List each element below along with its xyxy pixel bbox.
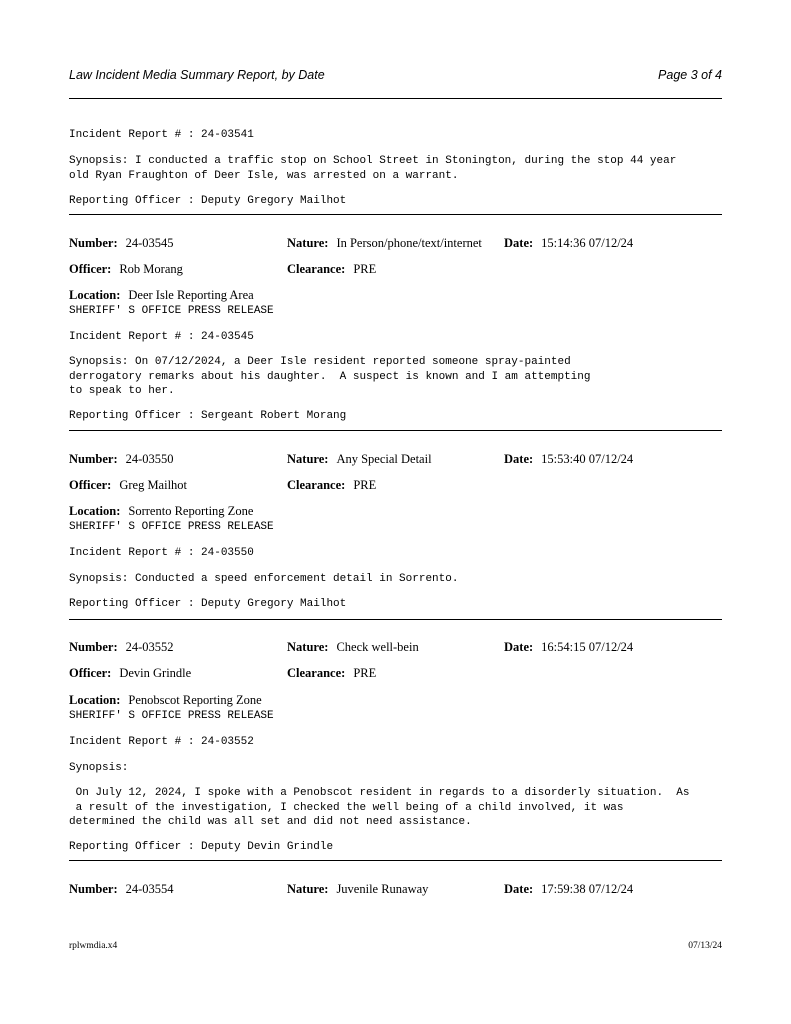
synopsis-text: Synopsis: I conducted a traffic stop on School Street in Stonington, during the stop 44 year old Ryan Fraughton of Deer Isle, was arrested on a warrant. [69, 155, 677, 182]
incident-report-line: Incident Report # : 24-03552 [69, 736, 254, 748]
record-date-field: Date: 15:14:36 07/12/24 [504, 236, 634, 250]
press-release-line: SHERIFF' S OFFICE PRESS RELEASE [69, 305, 274, 317]
synopsis-label: Synopsis: [69, 762, 129, 774]
record-date-field: Date: 16:54:15 07/12/24 [504, 640, 634, 654]
record-divider [69, 430, 722, 431]
record-number-field: Number: 24-03550 [69, 452, 174, 466]
record-officer-field: Officer: Rob Morang [69, 262, 183, 276]
reporting-officer-line: Reporting Officer : Deputy Devin Grindle [69, 841, 334, 853]
press-release-line: SHERIFF' S OFFICE PRESS RELEASE [69, 710, 274, 722]
record-nature-field: Nature: Any Special Detail [287, 452, 432, 466]
synopsis-text: Synopsis: On 07/12/2024, a Deer Isle resident reported someone spray-painted derrogatory remarks about his daughter. A suspect is known and I am attempting to speak to her. [69, 356, 591, 397]
record-clearance-field: Clearance: PRE [287, 478, 377, 492]
record-divider [69, 214, 722, 215]
record-nature-field: Nature: In Person/phone/text/internet [287, 236, 482, 250]
record-officer-field: Officer: Greg Mailhot [69, 478, 188, 492]
record-nature-field: Nature: Check well-bein [287, 640, 419, 654]
record-location-field: Location: Deer Isle Reporting Area [69, 288, 254, 302]
record-clearance-field: Clearance: PRE [287, 666, 377, 680]
record-officer-field: Officer: Devin Grindle [69, 666, 192, 680]
record-clearance-field: Clearance: PRE [287, 262, 377, 276]
page-indicator: Page 3 of 4 [658, 68, 722, 82]
incident-report-line: Incident Report # : 24-03541 [69, 129, 254, 141]
incident-report-line: Incident Report # : 24-03550 [69, 547, 254, 559]
record-divider [69, 619, 722, 620]
record-location-field: Location: Sorrento Reporting Zone [69, 504, 254, 518]
reporting-officer-line: Reporting Officer : Deputy Gregory Mailhot [69, 598, 347, 610]
record-date-field: Date: 15:53:40 07/12/24 [504, 452, 634, 466]
record-number-field: Number: 24-03552 [69, 640, 174, 654]
record-location-field: Location: Penobscot Reporting Zone [69, 693, 262, 707]
record-divider [69, 860, 722, 861]
footer-report-code: rplwmdia.x4 [69, 941, 118, 951]
record-nature-field: Nature: Juvenile Runaway [287, 882, 429, 896]
incident-report-line: Incident Report # : 24-03545 [69, 331, 254, 343]
report-title: Law Incident Media Summary Report, by Date [69, 68, 325, 82]
synopsis-text: Synopsis: Conducted a speed enforcement detail in Sorrento. [69, 573, 459, 585]
reporting-officer-line: Reporting Officer : Deputy Gregory Mailhot [69, 195, 347, 207]
synopsis-text: On July 12, 2024, I spoke with a Penobscot resident in regards to a disorderly situation. As a result of the investigation, I checked the well being of a child involved, it was determined the child was all set and did not need assistance. [69, 787, 690, 828]
record-date-field: Date: 17:59:38 07/12/24 [504, 882, 634, 896]
press-release-line: SHERIFF' S OFFICE PRESS RELEASE [69, 521, 274, 533]
record-number-field: Number: 24-03554 [69, 882, 174, 896]
footer-print-date: 07/13/24 [688, 941, 722, 951]
header-divider [69, 98, 722, 99]
reporting-officer-line: Reporting Officer : Sergeant Robert Morang [69, 410, 347, 422]
record-number-field: Number: 24-03545 [69, 236, 174, 250]
report-header [69, 68, 722, 86]
